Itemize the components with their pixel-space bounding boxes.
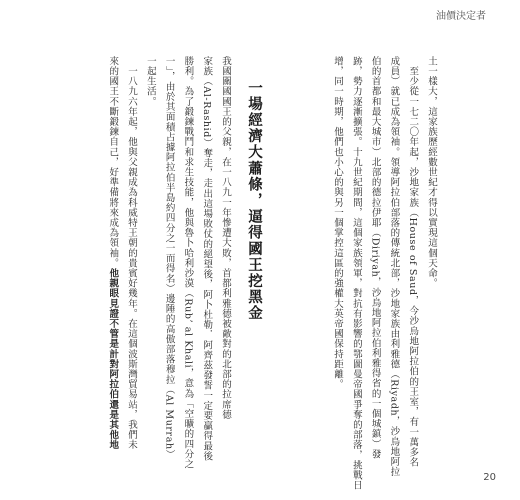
text-line: 增，同一時期，他們也小心的與另一個掌控這區的強權大英帝國保持距離。 [332,56,344,390]
text-line [102,56,121,466]
text-line-normal: 來的國王不斷鍛鍊自己，好準備將來成為領袖。 [107,56,119,269]
text-line-bold: 他親眼見證不管是計對阿拉伯還是其他地 [107,268,119,450]
body-text-section-2 [102,56,234,470]
text-line: 土一樣大，這家族歷經數世紀才得以實現這個天命。 [426,56,437,289]
running-header: 油價決定者 [436,11,486,22]
text-line: 跡，勢力逐漸擴張。十九世紀期間，這個家族領軍，對抗有影響的鄂圖曼帝國爭奪的部落，挑戰日 [350,56,362,491]
text-line: 勝利。為了鍛鍊戰鬥和求生技能，他與魯卜哈利沙漠（Rub’ al Khali，意為「空曠的四分之 [182,56,194,470]
text-line: 我國關國國王的父親，在一八九一年慘遭大敗，首都利雅德被敵對的北部的拉席德 [220,56,231,420]
body-text-section-1 [327,56,440,491]
text-line: 一八九六年起，他與父親成為科威特王朝的貴賓好幾年。在這個波斯灣貿易站，我們未 [126,56,138,450]
section-heading: 一場經濟大蕭條，逼得國王挖黑金 [246,80,262,322]
text-line: 成員）就已成為領袖。領導阿拉伯部落的傳統北部，沙地家族由利雅德（Riyadh，沙烏地阿拉 [388,56,400,477]
page-number: 20 [483,472,496,483]
text-line: 家族（Al-Rashid）奪走，走出這場敗仗的絕望後，阿卜杜勒．阿齊茲發誓一定要贏得最後 [201,56,213,462]
text-line: 至少從一七二〇年起，沙地家族（House of Saud，今沙烏地阿拉伯的王室，有一萬多名 [407,56,419,468]
text-line: 伯的首都和最大城市）北部的德拉伊耶（Diriyah，沙烏地阿拉伯利雅得省的一個城鎮）發 [369,56,381,460]
text-line: 一」，由於其面積占據阿拉伯半島約四分之一而得名）邊陲的高傲部落穆拉（Al Murrah） [163,56,175,460]
text-line: 一起生活。 [144,56,156,107]
